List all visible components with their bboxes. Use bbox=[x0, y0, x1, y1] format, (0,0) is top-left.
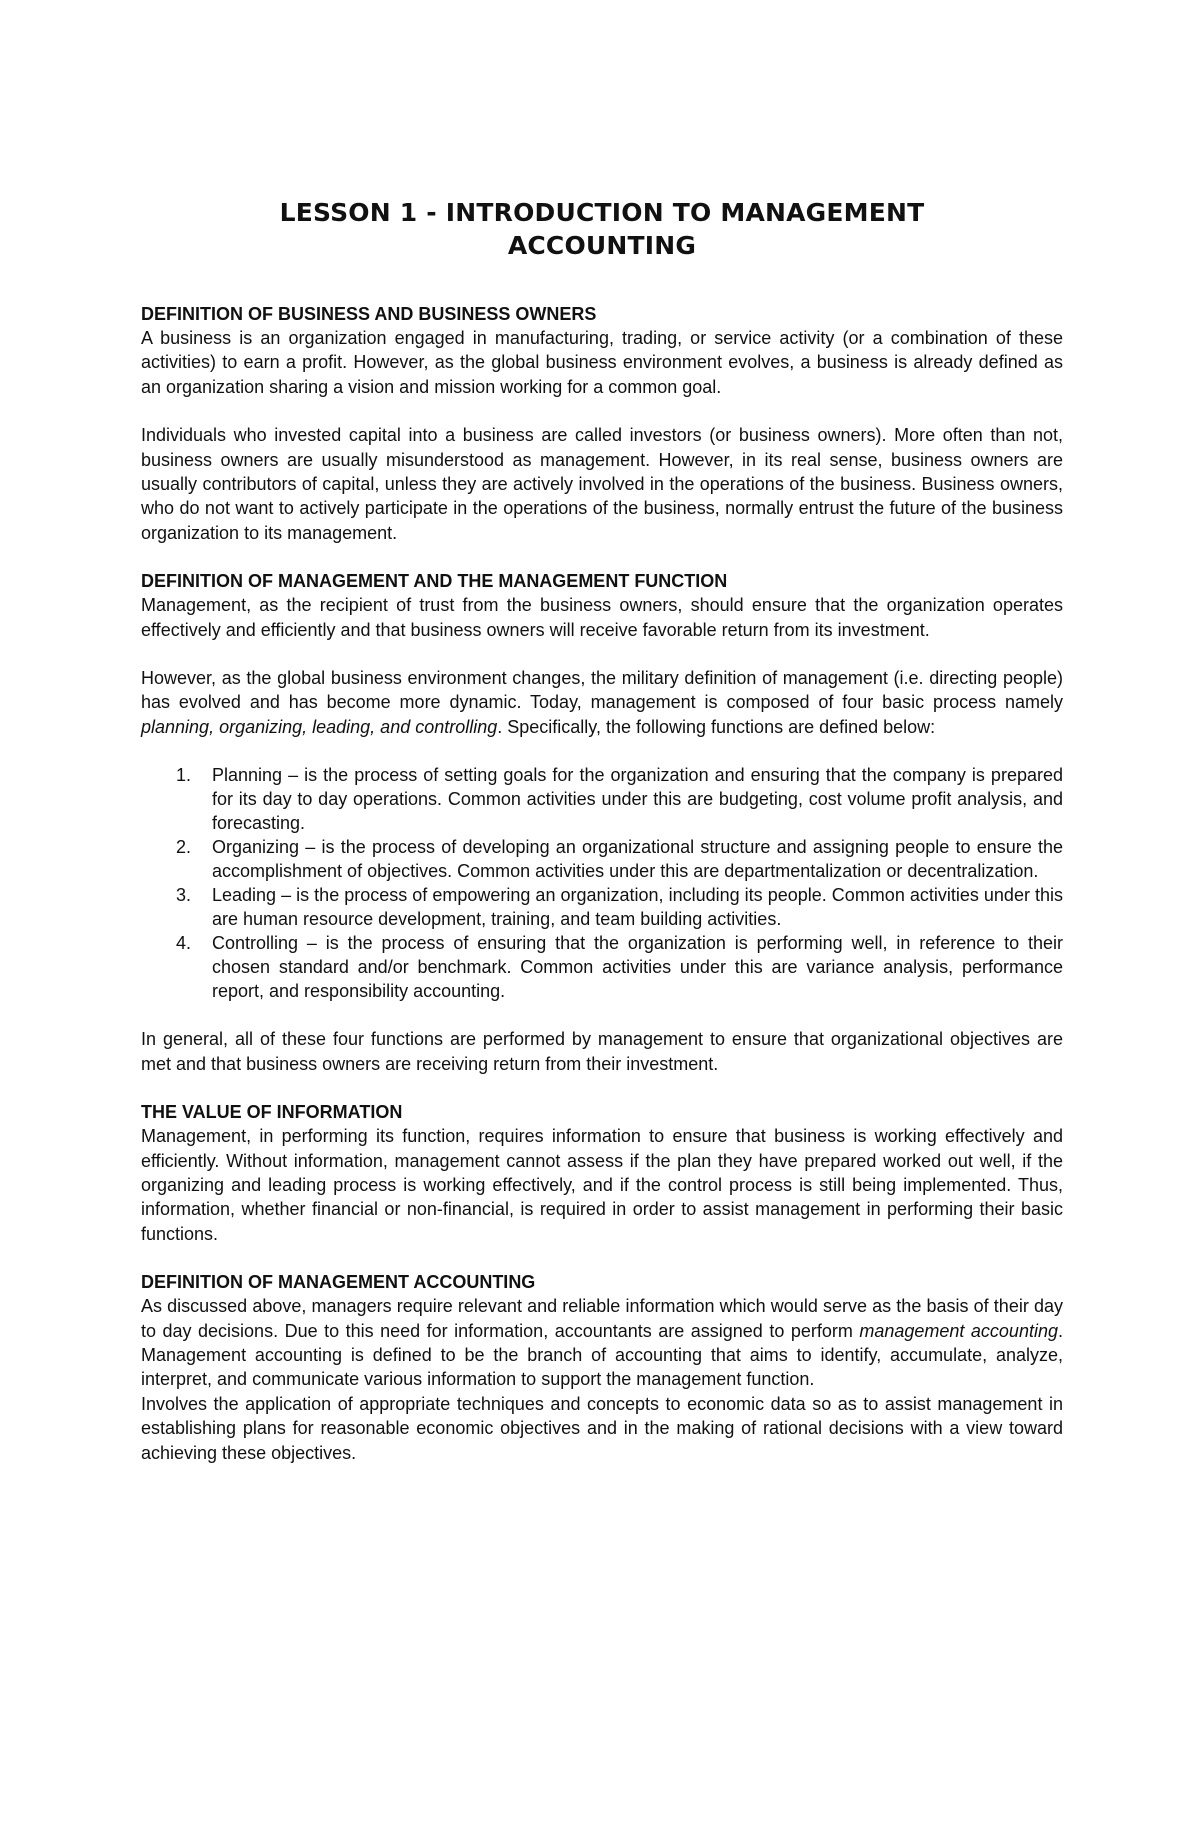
section-business-owners bbox=[141, 302, 1063, 545]
section-heading: DEFINITION OF BUSINESS AND BUSINESS OWNERS bbox=[141, 304, 597, 324]
paragraph: Management, in performing its function, requires information to ensure that business is working effectively and efficiently. Without information, management cannot assess if the plan they have prepared worked out well, if the organizing and leading process is working effectively, and if the control process is still being implemented. Thus, information, whether financial or non-financial, is required in order to assist management in performing their basic functions. bbox=[141, 1126, 1063, 1244]
section-management-accounting bbox=[141, 1270, 1063, 1465]
lesson-title bbox=[141, 196, 1063, 262]
paragraph bbox=[141, 1294, 1063, 1392]
text-run: . Management accounting is defined to be the branch of accounting that aims to identify, accumulate, analyze, interpret, and communicate various information to support the management function. bbox=[141, 1320, 1063, 1390]
list-number: 2. bbox=[176, 837, 192, 858]
section-management-function bbox=[141, 569, 1063, 1076]
list-item bbox=[176, 835, 1063, 883]
paragraph: Involves the application of appropriate techniques and concepts to economic data so as to assist management in establishing plans for reasonable economic objectives and in the making of rational decisions with a view toward achieving these objectives. bbox=[141, 1393, 1063, 1463]
text-run: However, as the global business environment changes, the military definition of management (i.e. directing people) has evolved and has become more dynamic. Today, management is composed of four basic process namely bbox=[141, 668, 1063, 713]
emphasis-text: planning, organizing, leading, and controlling bbox=[141, 716, 498, 737]
document-page bbox=[141, 196, 1063, 1489]
section-heading: THE VALUE OF INFORMATION bbox=[141, 1102, 403, 1123]
list-item bbox=[176, 883, 1063, 931]
emphasis-text: management accounting bbox=[859, 1320, 1058, 1341]
paragraph: A business is an organization engaged in manufacturing, trading, or service activity (or a combination of these activities) to earn a profit. However, as the global business environment evolves, a business is already defined as an organization sharing a vision and mission working for a common goal. bbox=[141, 328, 1063, 397]
paragraph: Management, as the recipient of trust from the business owners, should ensure that the organization operates effectively and efficiently and that business owners will receive favorable return from its investment. bbox=[141, 595, 1063, 640]
list-item bbox=[176, 763, 1063, 835]
title-line-1: LESSON 1 - INTRODUCTION TO MANAGEMENT bbox=[279, 198, 925, 227]
title-line-2: ACCOUNTING bbox=[507, 231, 697, 260]
list-number: 3. bbox=[176, 885, 192, 906]
paragraph bbox=[141, 666, 1063, 739]
list-number: 1. bbox=[176, 765, 192, 786]
list-item-text: Organizing – is the process of developing an organizational structure and assigning people to ensure the accomplishment of objectives. Common activities under this are departmentalization or decentralization. bbox=[212, 837, 1063, 882]
management-functions-list bbox=[141, 763, 1063, 1003]
text-run: . Specifically, the following functions are defined below: bbox=[497, 716, 936, 737]
list-item bbox=[176, 931, 1063, 1003]
text-run: As discussed above, managers require relevant and reliable information which would serve as the basis of their day to day decisions. Due to this need for information, accountants are assigned to perform bbox=[141, 1296, 1063, 1341]
paragraph: In general, all of these four functions are performed by management to ensure that organizational objectives are met and that business owners are receiving return from their investment. bbox=[141, 1029, 1063, 1074]
paragraph: Individuals who invested capital into a business are called investors (or business owners). More often than not, business owners are usually misunderstood as management. However, in its real sense, business owners are usually contributors of capital, unless they are actively involved in the operations of the business. Business owners, who do not want to actively participate in the operations of the business, normally entrust the future of the business organization to its management. bbox=[141, 425, 1063, 543]
list-item-text: Planning – is the process of setting goals for the organization and ensuring that the company is prepared for its day to day operations. Common activities under this are budgeting, cost volume profit analysis, and forecasting. bbox=[212, 765, 1063, 834]
section-value-of-information bbox=[141, 1100, 1063, 1246]
list-number: 4. bbox=[176, 933, 192, 954]
section-heading: DEFINITION OF MANAGEMENT ACCOUNTING bbox=[141, 1272, 536, 1293]
section-heading: DEFINITION OF MANAGEMENT AND THE MANAGEMENT FUNCTION bbox=[141, 571, 728, 592]
list-item-text: Leading – is the process of empowering an organization, including its people. Common activities under this are human resource development, training, and team building activities. bbox=[212, 885, 1063, 930]
list-item-text: Controlling – is the process of ensuring that the organization is performing well, in reference to their chosen standard and/or benchmark. Common activities under this are variance analysis, performance report, and responsibility accounting. bbox=[212, 933, 1063, 1002]
